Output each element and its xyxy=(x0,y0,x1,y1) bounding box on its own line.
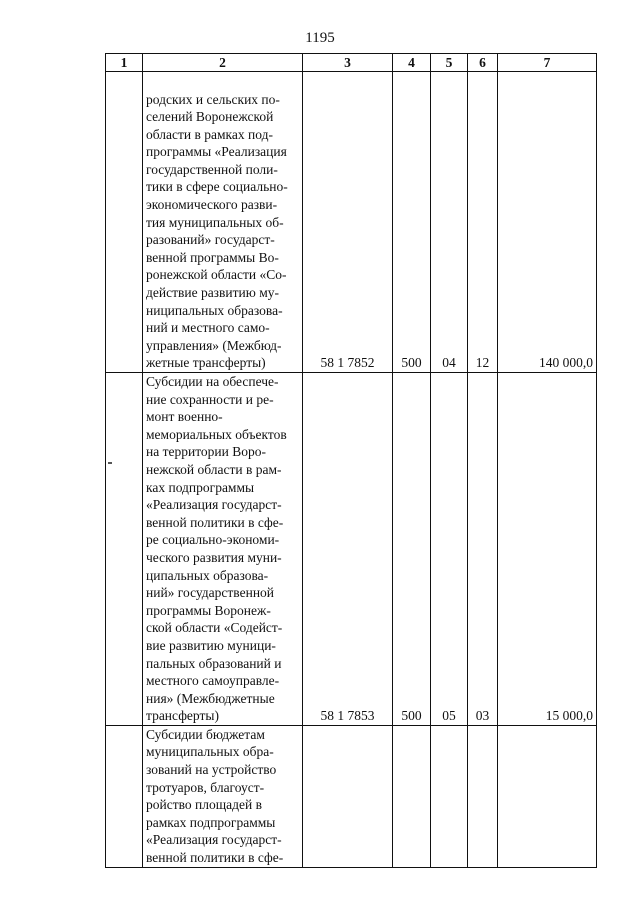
budget-table xyxy=(105,53,597,868)
cell-expense-type xyxy=(393,725,431,867)
cell-amount xyxy=(498,725,597,867)
cell-section: 05 xyxy=(431,373,468,726)
description-line: на территории Воро- xyxy=(146,444,267,460)
description-line: тики в сфере социально- xyxy=(146,179,288,195)
description-line: области в рамках под- xyxy=(146,126,273,142)
description-line: венной политики в сфе- xyxy=(146,850,284,866)
page-number: 1195 xyxy=(305,30,335,46)
description-line: «Реализация государст- xyxy=(146,497,282,513)
description-line: ципальных образова- xyxy=(146,567,269,583)
description-line: ской области «Содейст- xyxy=(146,620,283,636)
description-line: управления» (Межбюд- xyxy=(146,337,282,353)
description-line: Субсидии на обеспече- xyxy=(146,374,279,389)
header-col-5: 5 xyxy=(431,54,468,72)
cell-col-1 xyxy=(106,725,143,867)
description-line: зований на устройство xyxy=(146,762,277,778)
cell-expense-type: 500 xyxy=(393,373,431,726)
cell-subsection: 03 xyxy=(468,373,498,726)
header-col-1: 1 xyxy=(106,54,143,72)
description-line: местного самоуправле- xyxy=(146,673,280,689)
table-row xyxy=(106,725,597,867)
description-line: венной программы Во- xyxy=(146,249,279,265)
cell-description xyxy=(143,72,303,373)
description-line: ниципальных образова- xyxy=(146,302,283,318)
description-line: экономического разви- xyxy=(146,197,278,213)
cell-target-code: 58 1 7852 xyxy=(303,72,393,373)
description-line: родских и сельских по- xyxy=(146,91,280,107)
description-line: пальных образований и xyxy=(146,655,282,671)
description-line: программы Воронеж- xyxy=(146,602,271,618)
header-col-4: 4 xyxy=(393,54,431,72)
cell-target-code: 58 1 7853 xyxy=(303,373,393,726)
header-row xyxy=(106,54,597,72)
cell-subsection xyxy=(468,725,498,867)
description-line: венной политики в сфе- xyxy=(146,514,284,530)
description-line: ний и местного само- xyxy=(146,320,270,336)
description-line: ческого развития муни- xyxy=(146,549,282,565)
description-line: тия муниципальных об- xyxy=(146,214,284,230)
table-row xyxy=(106,72,597,373)
description-line: ние сохранности и ре- xyxy=(146,391,274,407)
table-row xyxy=(106,373,597,726)
description-line: программы «Реализация xyxy=(146,144,287,160)
description-line: ния» (Межбюджетные xyxy=(146,690,275,706)
description-line: рамках подпрограммы xyxy=(146,814,276,830)
description-line: ний» государственной xyxy=(146,585,275,601)
description-line: селений Воронежской xyxy=(146,109,274,125)
cell-subsection: 12 xyxy=(468,72,498,373)
cell-amount: 15 000,0 xyxy=(498,373,597,726)
cell-col-1 xyxy=(106,373,143,726)
description-line: нежской области в рам- xyxy=(146,461,282,477)
cell-section xyxy=(431,725,468,867)
description-line: государственной поли- xyxy=(146,161,278,177)
header-col-2: 2 xyxy=(143,54,303,72)
cell-description xyxy=(143,725,303,867)
description-line: тротуаров, благоуст- xyxy=(146,779,265,795)
scan-mark xyxy=(108,462,112,464)
header-col-3: 3 xyxy=(303,54,393,72)
description-line: ройство площадей в xyxy=(146,797,262,813)
cell-col-1 xyxy=(106,72,143,373)
description-line: мемориальных объектов xyxy=(146,426,287,442)
cell-section: 04 xyxy=(431,72,468,373)
cell-expense-type: 500 xyxy=(393,72,431,373)
description-line: муниципальных обра- xyxy=(146,744,274,760)
header-col-7: 7 xyxy=(498,54,597,72)
cell-description xyxy=(143,373,303,726)
cell-amount: 140 000,0 xyxy=(498,72,597,373)
description-line: монт военно- xyxy=(146,409,223,425)
description-line: ках подпрограммы xyxy=(146,479,255,495)
description-line: «Реализация государст- xyxy=(146,832,282,848)
description-line: ре социально-экономи- xyxy=(146,532,280,548)
description-line: действие развитию му- xyxy=(146,285,279,301)
description-line: ронежской области «Со- xyxy=(146,267,287,283)
description-line: жетные трансферты) xyxy=(146,355,266,371)
description-line: вие развитию муници- xyxy=(146,637,276,653)
description-line: Субсидии бюджетам xyxy=(146,726,265,742)
header-col-6: 6 xyxy=(468,54,498,72)
description-line: трансферты) xyxy=(146,708,219,724)
description-line: разований» государст- xyxy=(146,232,275,248)
cell-target-code xyxy=(303,725,393,867)
